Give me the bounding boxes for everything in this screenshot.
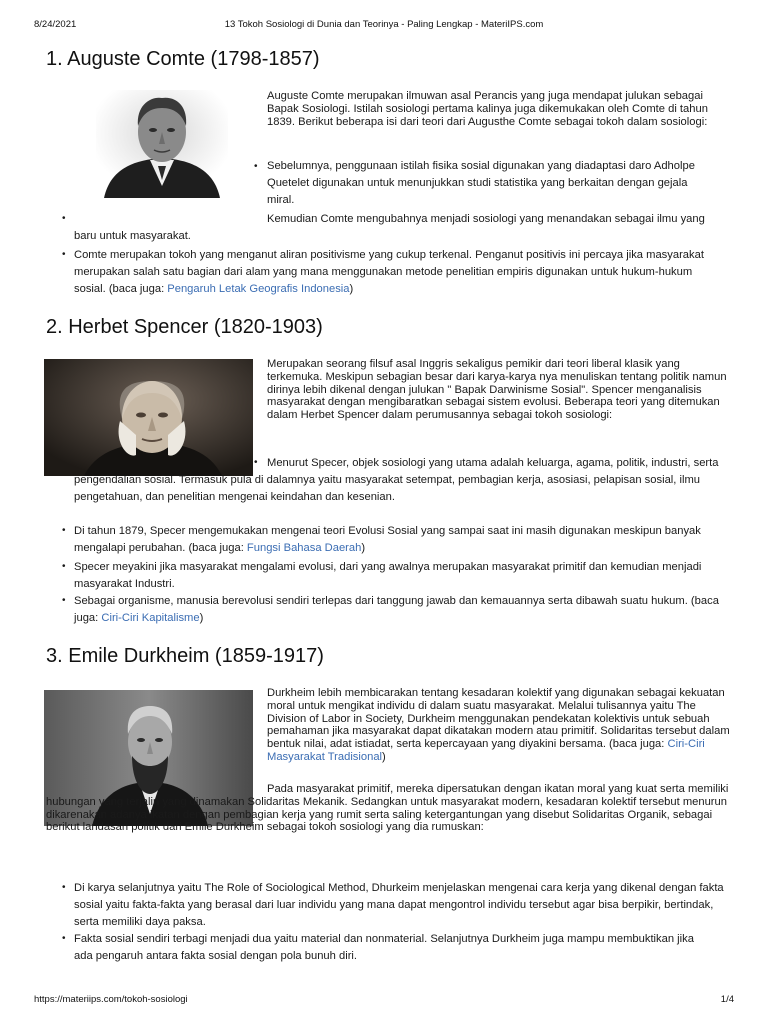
- comte-bullet-3: Comte merupakan tokoh yang menganut aliran positivisme yang cukup terkenal. Penganut positivis ini percaya jika masyarakat merupakan salah satu bagian dari alam yang mana menggunakan metode penelitian empiris digunakan untuk hukum-hukum sosial. (baca juga: Pengaruh Letak Geografis Indonesia): [74, 249, 704, 295]
- bullet-dot: •: [254, 457, 258, 468]
- comte-bullet-2: Kemudian Comte mengubahnya menjadi sosiologi yang menandakan sebagai ilmu yang baru untuk masyarakat.: [74, 213, 705, 242]
- durkheim-intro: Durkheim lebih membicarakan tentang kesadaran kolektif yang digunakan sebagai kekuatan moral untuk mengikat individu di dalam suatu masyarakat. Melalui tulisannya yaitu The Division of Labor in Society, Durkheim menggunakan pendekatan kolektivis untuk sebuah pemahaman jika masyarakat dapat dikatakan modern atau primitif. Solidaritas tersebut dalam bentuk nilai, adat istiadat, serta kepercayaan yang diyakini bersama. (baca juga: Ciri-Ciri Masyarakat Tradisional): [267, 687, 730, 763]
- bullet-dot: •: [62, 213, 66, 224]
- print-page-title: 13 Tokoh Sosiologi di Dunia dan Teorinya - Paling Lengkap - MateriIPS.com: [224, 19, 544, 30]
- link-fungsi-bahasa-daerah[interactable]: Fungsi Bahasa Daerah: [246, 542, 362, 554]
- durkheim-bullet-1: Di karya selanjutnya yaitu The Role of Sociological Method, Dhurkeim menjelaskan mengenai cara kerja yang dikenal dengan fakta sosial yaitu fakta-fakta yang berasal dari luar individu yang mana dapat mengontrol individu tersebut agar bisa berpikir, bertindak, serta memiliki daya paksa.: [74, 882, 724, 928]
- bullet-dot: •: [62, 595, 66, 606]
- page-number: 1/4: [720, 994, 734, 1005]
- spencer-bullet-2: Di tahun 1879, Specer mengemukakan mengenai teori Evolusi Sosial yang sampai saat ini masih digunakan meskipun banyak mengalapi perubahan. (baca juga: Fungsi Bahasa Daerah): [74, 525, 701, 554]
- spencer-bullet-1: Menurut Specer, objek sosiologi yang utama adalah keluarga, agama, politik, industri, serta pengendalian sosial. Termasuk pula di dalamnya yaitu masyarakat setempat, pembagian kerja, asosiasi, pelapisan sosial, ilmu pengetahuan, dan penelitian mengenai keindahan dan kesenian.: [74, 457, 719, 503]
- print-date: 8/24/2021: [34, 19, 77, 30]
- link-ciri-ciri-kapitalisme[interactable]: Ciri-Ciri Kapitalisme: [101, 612, 200, 624]
- print-url: https://materiips.com/tokoh-sosiologi: [34, 994, 188, 1005]
- durkheim-bullet-2: Fakta sosial sendiri terbagi menjadi dua yaitu material dan nonmaterial. Selanjutnya Durkheim juga mampu membuktikan jika ada pengaruh antara fakta sosial dengan pola bunuh diri.: [74, 933, 694, 962]
- spencer-intro: Merupakan seorang filsuf asal Inggris sekaligus pemikir dari teori liberal klasik yang terkemuka. Meskipun sebagian besar dari karya-karya nya menuliskan tentang politik namun dirinya lebih dikenal dengan julukan " Bapak Darwinisme Sosial". Spencer menganalisis masyarakat dengan mengibaratkan sebagai sistem evolusi. Beberapa teori yang ditemukan dalam Herbet Spencer dalam perumusannya sebagai tokoh sosiologi:: [267, 358, 727, 422]
- spencer-bullet-3: Specer meyakini jika masyarakat mengalami evolusi, dari yang awalnya merupakan masyarakat primitif dan kemudian menjadi masyarakat Industri.: [74, 561, 702, 590]
- bullet-dot: •: [62, 525, 66, 536]
- list-item: Sebelumnya, penggunaan istilah fisika sosial digunakan yang diadaptasi daro Adholpe Quetelet digunakan untuk menunjukkan studi statistika yang berkaitan dengan gejala miral.: [267, 160, 695, 206]
- bullet-dot: •: [62, 561, 66, 572]
- heading-auguste-comte: 1. Auguste Comte (1798-1857): [46, 48, 320, 70]
- bullet-dot: •: [62, 933, 66, 944]
- bullet-dot: •: [62, 249, 66, 260]
- link-pengaruh-letak-geografis[interactable]: Pengaruh Letak Geografis Indonesia: [167, 283, 350, 295]
- comte-bullet-list: [0, 158, 717, 209]
- spencer-bullet-4: Sebagai organisme, manusia berevolusi sendiri terlepas dari tanggung jawab dan kemauannya serta dibawah suatu hukum. (baca juga: Ciri-Ciri Kapitalisme): [74, 595, 719, 624]
- comte-intro: Auguste Comte merupakan ilmuwan asal Perancis yang juga mendapat julukan sebagai Bapak Sosiologi. Istilah sosiologi pertama kalinya juga dikemukakan oleh Comte di tahun 1839. Berikut beberapa isi dari teori dari Augusthe Comte sebagai tokoh dalam sosiologi:: [267, 90, 708, 128]
- durkheim-intro-2: Pada masyarakat primitif, mereka dipersatukan dengan ikatan moral yang kuat serta memiliki hubungan yang terjalin yang dinamakan Solidaritas Mekanik. Sedangkan untuk masyarakat modern, kesadaran kolektif tersebut menurun dikarenakan adanya ikatan dengan pembagian kerja yang rumit serta saling ketergantungan yang disebut Solidaritas Organik, sebagai berikut landasan politik dari Emile Durkheim sebagai tokoh sosiologi yang dia rumuskan:: [46, 783, 729, 834]
- bullet-dot: •: [254, 161, 258, 172]
- heading-emile-durkheim: 3. Emile Durkheim (1859-1917): [46, 645, 324, 667]
- link-ciri-ciri-masyarakat-tradisional[interactable]: Ciri-Ciri Masyarakat Tradisional: [267, 738, 705, 763]
- heading-herbet-spencer: 2. Herbet Spencer (1820-1903): [46, 316, 323, 338]
- bullet-dot: •: [62, 882, 66, 893]
